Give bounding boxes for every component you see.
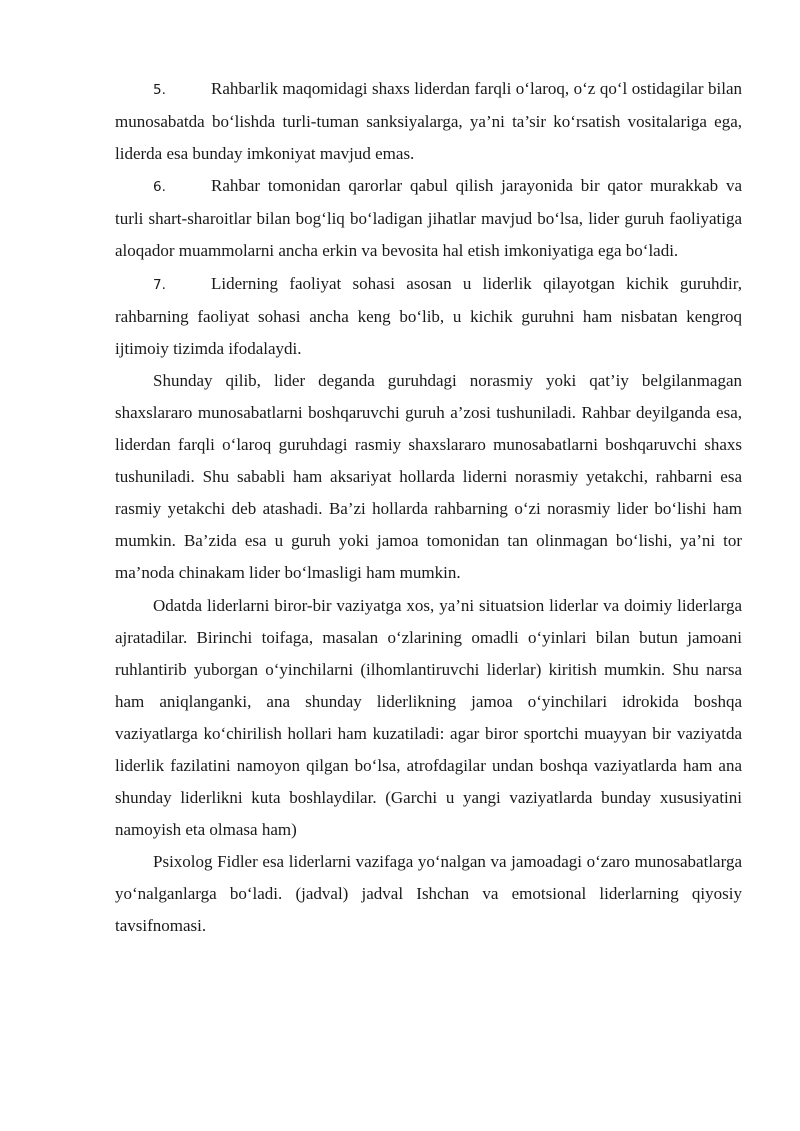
paragraph-fidler: Psixolog Fidler esa liderlarni vazifaga yo‘nalgan va jamoadagi o‘zaro munosabatlarga yo‘nalganlarga bo‘ladi. (jadval) jadval Ishchan va emotsional liderlarning qiyosiy tavsifnomasi.: [115, 852, 742, 936]
list-number: 6.: [153, 179, 166, 196]
list-item-text: Rahbar tomonidan qarorlar qabul qilish jarayonida bir qator murakkab va turli shart-sharoitlar bilan bog‘liq bo‘ladigan jihatlar mavjud bo‘lsa, lider guruh faoliyatiga aloqador muammolarni ancha erkin va bevosita hal etish imkoniyatiga ega bo‘ladi.: [115, 176, 742, 261]
list-item-text: Liderning faoliyat sohasi asosan u liderlik qilayotgan kichik guruhdir, rahbarning faoliyat sohasi ancha keng bo‘lib, u kichik guruhni ham nisbatan kengroq ijtimoiy tizimda ifodalaydi.: [115, 273, 742, 358]
document-body: [115, 73, 742, 943]
list-number: 5.: [153, 82, 166, 98]
list-number: 7.: [153, 276, 166, 293]
list-item-text: Rahbarlik maqomidagi shaxs liderdan farqli o‘laroq, o‘z qo‘l ostidagilar bilan munosabatda bo‘lishda turli-tuman sanksiyalarga, ya’ni ta’sir ko‘rsatish vositalariga ega, liderda esa bunday imkoniyat mavjud emas.: [115, 79, 742, 164]
list-item-7: [115, 268, 742, 365]
list-item-6: [115, 170, 742, 267]
paragraph-leader-types: Odatda liderlarni biror-bir vaziyatga xos, ya’ni situatsion liderlar va doimiy liderlarga ajratadilar. Birinchi toifaga, masalan o‘zlarining omadli o‘yinlari bilan butun jamoani ruhlantirib yuborgan o‘yinchilarni (ilhomlantiruvchi liderlar) kiritish mumkin. Shu narsa ham aniqlanganki, ana shunday liderlikning jamoa o‘yinchilari idrokida boshqa vaziyatlarga ko‘chirilish hollari ham kuzatiladi: agar biror sportchi muayyan bir vaziyatda liderlik fazilatini namoyon qilgan bo‘lsa, atrofdagilar undan boshqa vaziyatlarda ham ana shunday liderlikni kuta boshlaydilar. (Garchi u yangi vaziyatlarda bunday xususiyatini namoyish eta olmasa ham): [115, 595, 742, 840]
paragraph-leader-definition: Shunday qilib, lider deganda guruhdagi norasmiy yoki qat’iy belgilanmagan shaxslararo munosabatlarni boshqaruvchi guruh a’zosi tushuniladi. Rahbar deyilganda esa, liderdan farqli o‘laroq guruhdagi rasmiy shaxslararo munosabatlarni boshqaruvchi shaxs tushuniladi. Shu sababli ham aksariyat hollarda liderni norasmiy yetakchi, rahbarni esa rasmiy yetakchi deb atashadi. Ba’zi hollarda rahbarning o‘zi norasmiy lider bo‘lishi ham mumkin. Ba’zida esa u guruh yoki jamoa tomonidan tan olinmagan bo‘lishi, ya’ni tor ma’noda chinakam lider bo‘lmasligi ham mumkin.: [115, 370, 742, 583]
list-item-5: [115, 73, 742, 170]
